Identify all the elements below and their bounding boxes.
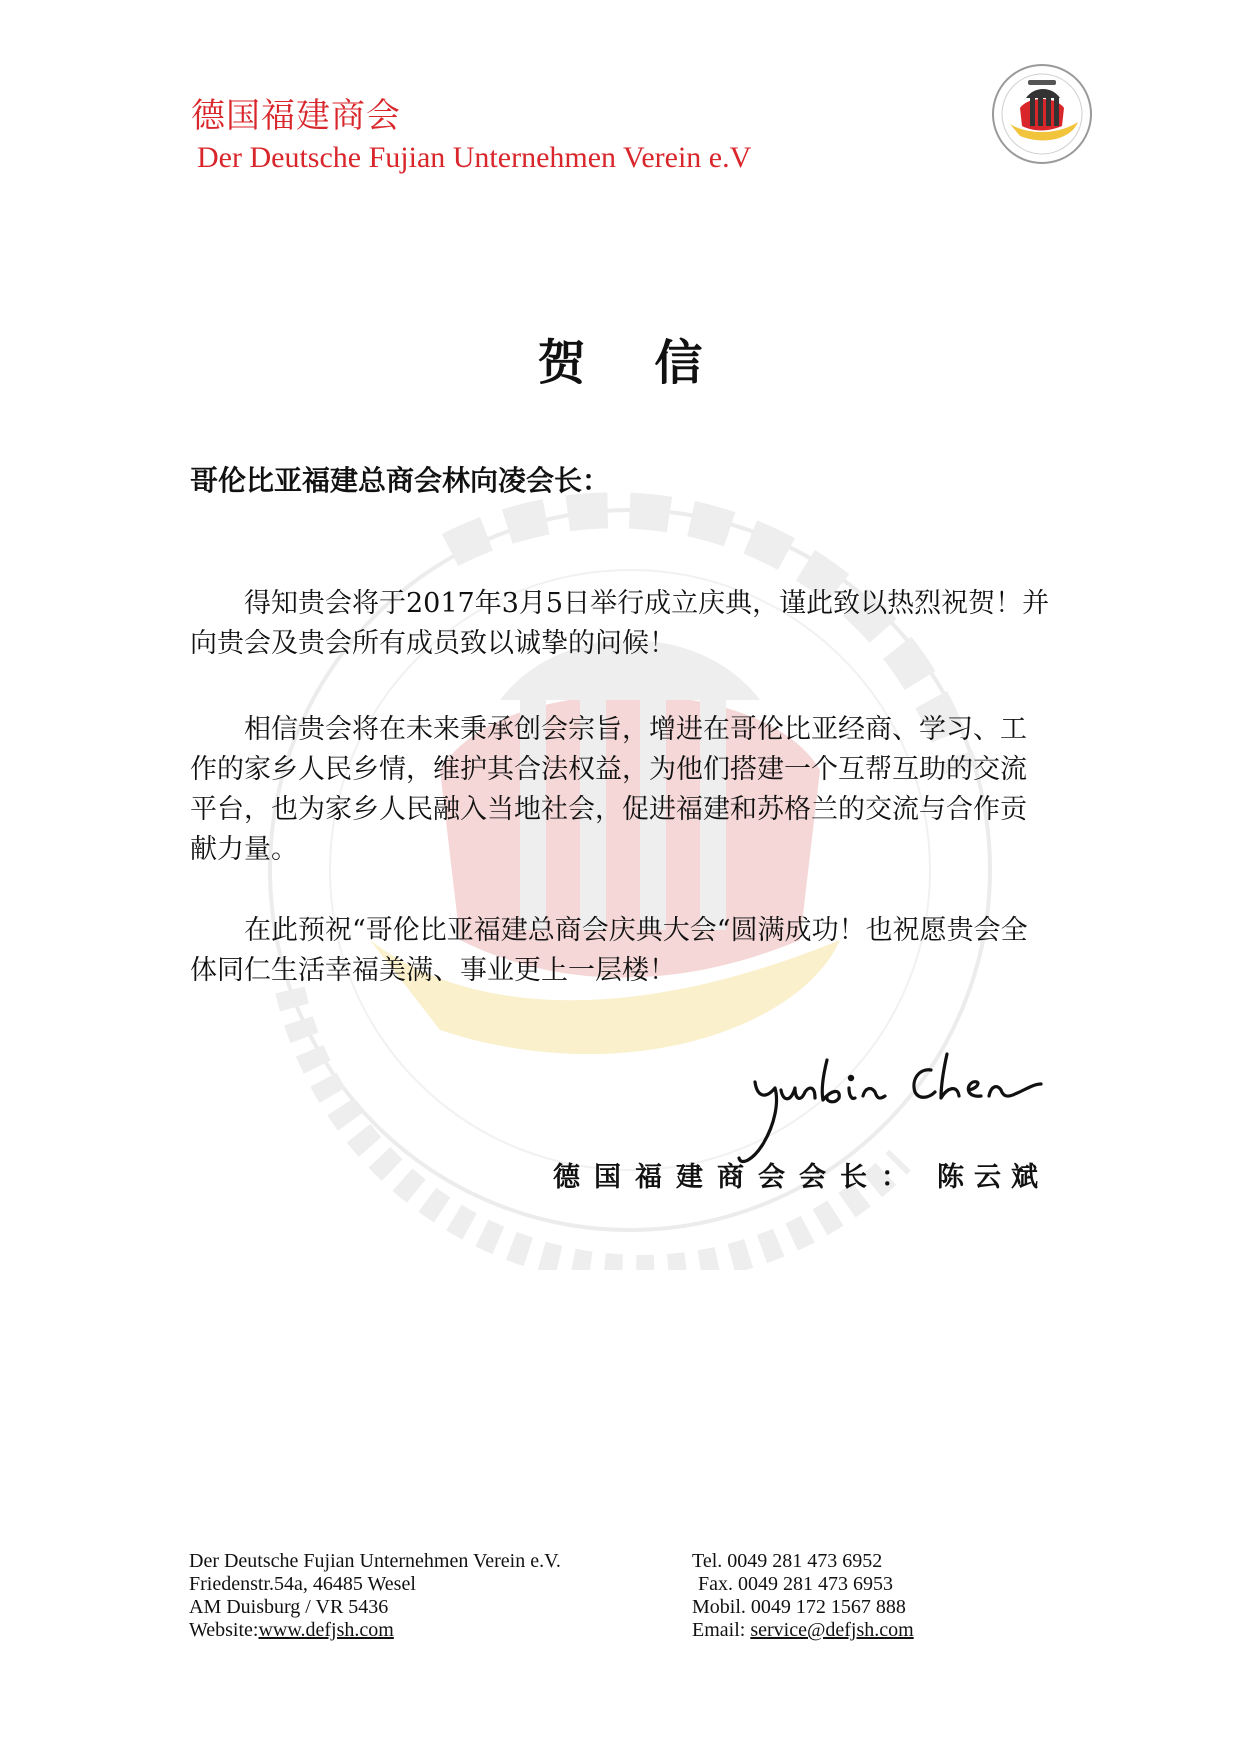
signer-title: 德国福建商会会长： <box>553 1162 922 1193</box>
footer-mobil: Mobil. 0049 172 1567 888 <box>692 1596 906 1618</box>
signer-name: 陈云斌 <box>937 1162 1048 1193</box>
letter-paragraph: 得知贵会将于2017年3月5日举行成立庆典，谨此致以热烈祝贺！并向贵会及贵会所有成员致以诚挚的问候！ <box>190 588 1050 659</box>
letter-paragraph: 相信贵会将在未来秉承创会宗旨，增进在哥伦比亚经商、学习、工作的家乡人民乡情，维护其合法权益，为他们搭建一个互帮互助的交流平台，也为家乡人民融入当地社会，促进福建和苏格兰的交流与合作贡献力量。 <box>190 714 1027 865</box>
letter-paragraph: 在此预祝“哥伦比亚福建总商会庆典大会“圆满成功！也祝愿贵会全体同仁生活幸福美满、事业更上一层楼！ <box>190 915 1028 986</box>
footer-org: Der Deutsche Fujian Unternehmen Verein e.V. <box>189 1550 561 1572</box>
footer-website-label: Website: <box>189 1619 259 1641</box>
footer-email-row <box>692 1619 914 1642</box>
footer-contact-right <box>692 1550 914 1642</box>
footer-website-row <box>189 1619 561 1642</box>
letter-title: 贺 信 <box>537 335 729 391</box>
footer-fax: Fax. 0049 281 473 6953 <box>698 1573 893 1595</box>
handwritten-signature-icon <box>735 1040 1045 1180</box>
header-org-name-en: Der Deutsche Fujian Unternehmen Verein e.V <box>197 141 752 174</box>
association-seal-icon <box>990 62 1094 166</box>
footer-register: AM Duisburg / VR 5436 <box>189 1596 389 1618</box>
footer-website-link[interactable]: www.defjsh.com <box>258 1619 394 1641</box>
footer-email-label: Email: <box>692 1619 751 1641</box>
footer-contact-left <box>189 1550 561 1642</box>
footer-email-link[interactable]: service@defjsh.com <box>750 1619 914 1641</box>
letter-salutation: 哥伦比亚福建总商会林向凌会长： <box>190 464 611 497</box>
footer-address: Friedenstr.54a, 46485 Wesel <box>189 1573 416 1595</box>
footer-tel: Tel. 0049 281 473 6952 <box>692 1550 883 1572</box>
header-org-name-cn: 德国福建商会 <box>191 96 401 136</box>
